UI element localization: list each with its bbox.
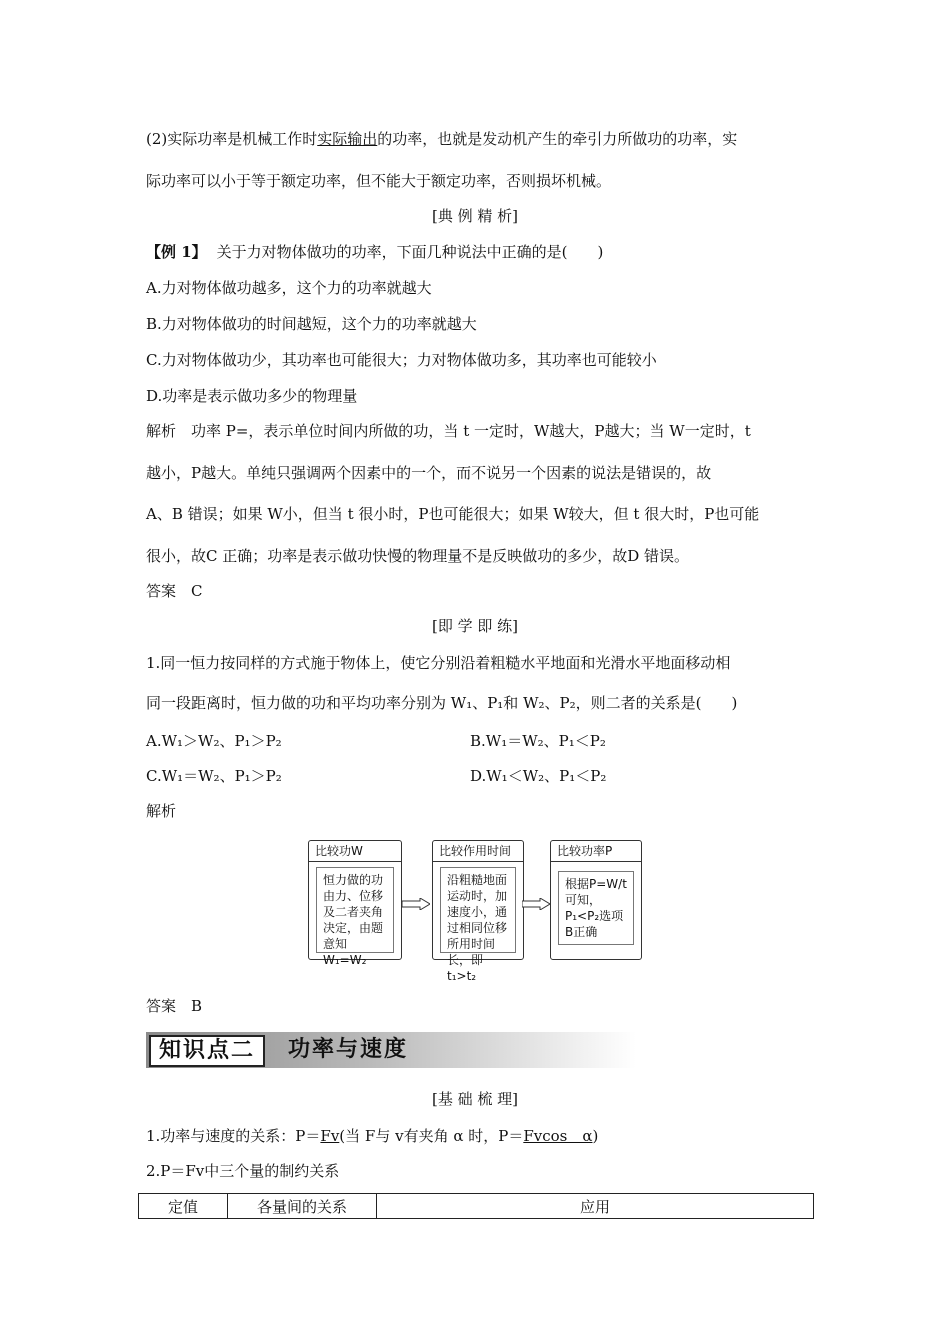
flow-box-title: 比较作用时间 [433, 841, 523, 862]
relation-table [138, 1193, 814, 1219]
text-segment: (当 F与 v有夹角 α 时，P＝ [339, 1127, 524, 1145]
section-title: 功率与速度 [288, 1037, 409, 1062]
heading-basics: [基 础 梳 理] [431, 1090, 518, 1108]
paragraph-actual-power-line1 [146, 128, 737, 149]
flow-box-time [432, 840, 524, 983]
option-b: B.力对物体做功的时间越短，这个力的功率就越大 [146, 315, 477, 333]
practice1-line2: 同一段距离时，恒力做的功和平均功率分别为 W₁、P₁和 W₂、P₂，则二者的关系是( ) [146, 694, 738, 712]
option-c: C.力对物体做功少，其功率也可能很大；力对物体做功多，其功率也可能较小 [146, 351, 657, 369]
table-header-cell: 各量间的关系 [228, 1194, 377, 1219]
arrow-right-icon [402, 898, 430, 910]
question-text: 关于力对物体做功的功率，下面几种说法中正确的是( ) [216, 243, 604, 261]
practice-option-b: B.W₁＝W₂、P₁＜P₂ [470, 732, 606, 750]
option-d: D.功率是表示做功多少的物理量 [146, 387, 358, 405]
heading-practice: [即 学 即 练] [431, 617, 518, 635]
heading-examples: [典 例 精 析] [431, 207, 518, 225]
example-label: 【例 1】 [146, 243, 207, 261]
analysis-line3: A、B 错误；如果 W小，但当 t 很小时，P也可能很大；如果 W较大，但 t 很大时，P也可能 [146, 505, 760, 523]
flow-box-body: 沿粗糙地面运动时，加速度小，通过相同位移所用时间长，即t₁>t₂ [440, 867, 516, 953]
option-a: A.力对物体做功越多，这个力的功率就越大 [146, 279, 432, 297]
example1-question [146, 241, 603, 262]
text-segment: ) [592, 1127, 599, 1145]
basics-item1 [146, 1125, 598, 1146]
analysis-line4: 很小，故C 正确；功率是表示做功快慢的物理量不是反映做功的多少，故D 错误。 [146, 547, 690, 565]
underlined-term: Fvcos α [523, 1127, 593, 1145]
analysis-line2: 越小，P越大。单纯只强调两个因素中的一个，而不说另一个因素的说法是错误的，故 [146, 464, 712, 482]
flow-box-work [308, 840, 402, 967]
arrow-right-icon [522, 898, 550, 910]
practice1-analysis-label: 解析 [146, 802, 177, 820]
basics-item2: 2.P＝Fv中三个量的制约关系 [146, 1162, 340, 1180]
flow-box-title: 比较功W [309, 841, 401, 862]
flow-box-power [550, 840, 642, 960]
paragraph-actual-power-line2: 际功率可以小于等于额定功率，但不能大于额定功率，否则损坏机械。 [146, 172, 612, 190]
practice1-answer: 答案 B [146, 997, 203, 1015]
flow-box-body: 恒力做的功由力、位移及二者夹角决定，由题意知W₁=W₂ [316, 867, 394, 953]
underlined-term: Fv [320, 1127, 340, 1145]
analysis-line1: 解析 功率 P=，表示单位时间内所做的功，当 t 一定时，W越大，P越大；当 W一定时，t [146, 422, 751, 440]
section-banner [146, 1032, 636, 1068]
text-segment: 1.功率与速度的关系：P＝ [146, 1127, 321, 1145]
example1-answer: 答案 C [146, 582, 203, 600]
text-segment: 的功率，也就是发动机产生的牵引力所做功的功率，实 [377, 130, 738, 148]
table-header-cell: 应用 [377, 1194, 814, 1219]
flow-box-body: 根据P=W/t可知，P₁<P₂选项B正确 [558, 871, 634, 945]
practice-option-a: A.W₁＞W₂、P₁＞P₂ [146, 732, 282, 750]
table-header-row [139, 1194, 814, 1219]
text-segment: (2)实际功率是机械工作时 [146, 130, 318, 148]
flow-box-title: 比较功率P [551, 841, 641, 862]
practice1-line1: 1.同一恒力按同样的方式施于物体上，使它分别沿着粗糙水平地面和光滑水平地面移动相 [146, 654, 731, 672]
practice-option-d: D.W₁＜W₂、P₁＜P₂ [470, 767, 607, 785]
table-header-cell: 定值 [139, 1194, 228, 1219]
underlined-term: 实际输出 [317, 130, 378, 148]
practice-option-c: C.W₁＝W₂、P₁＞P₂ [146, 767, 282, 785]
section-tag: 知识点二 [149, 1035, 265, 1067]
